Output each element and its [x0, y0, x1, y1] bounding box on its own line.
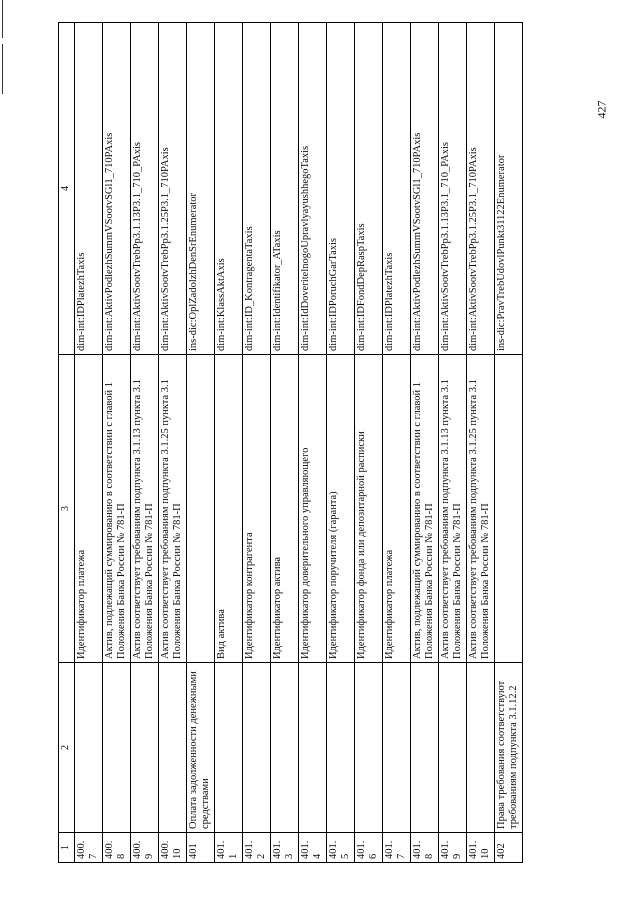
row-number-cell: 401.7 — [382, 833, 410, 863]
row-number-cell: 401 — [186, 833, 214, 863]
table-header-row — [59, 23, 75, 863]
row-description-cell — [494, 355, 522, 663]
row-code-cell: dim-int:AktivSootvTrebPp3.1.25P3.1_710PAxis — [466, 23, 494, 355]
table-row — [354, 23, 382, 863]
table-row — [270, 23, 298, 863]
column-header-2: 2 — [59, 663, 75, 833]
table-row — [186, 23, 214, 863]
row-number-cell: 400.10 — [158, 833, 186, 863]
row-number-cell: 401.8 — [410, 833, 438, 863]
row-name-cell — [410, 663, 438, 833]
rotated-table-container — [58, 23, 558, 863]
row-description-cell: Идентификатор платежа — [74, 355, 102, 663]
row-name-cell — [270, 663, 298, 833]
row-description-cell — [186, 355, 214, 663]
row-description-cell: Актив, подлежащий суммированию в соответствии с главой 1 Положения Банка России № 781-П — [102, 355, 130, 663]
row-number-cell: 400.8 — [102, 833, 130, 863]
row-code-cell: dim-int:KlassAktAxis — [214, 23, 242, 355]
row-number-cell: 400.9 — [130, 833, 158, 863]
table-row — [214, 23, 242, 863]
row-code-cell: dim-int:IDPoruchGarTaxis — [326, 23, 354, 355]
row-name-cell — [354, 663, 382, 833]
column-header-4: 4 — [59, 23, 75, 355]
row-code-cell: dim-int:IDPlatezhTaxis — [382, 23, 410, 355]
column-header-3: 3 — [59, 355, 75, 663]
row-description-cell: Идентификатор фонда или депозитарной расписки — [354, 355, 382, 663]
row-number-cell: 400.7 — [74, 833, 102, 863]
row-code-cell: dim-int:AktivPodlezhSummVSootvSGl1_710PAxis — [410, 23, 438, 355]
row-name-cell — [74, 663, 102, 833]
row-code-cell: dim-int:AktivSootvTrebPp3.1.25P3.1_710PAxis — [158, 23, 186, 355]
row-code-cell: dim-int:AktivPodlezhSummVSootvSGl1_710PAxis — [102, 23, 130, 355]
row-name-cell — [242, 663, 270, 833]
table-row — [438, 23, 466, 863]
page-edge-mark — [2, 44, 3, 94]
row-code-cell: dim-int:AktivSootvTrebPp3.1.13P3.1_710_PAxis — [438, 23, 466, 355]
row-code-cell: ins-dic:PravTrebUdovlPunkt31122Enumerator — [494, 23, 522, 355]
row-name-cell — [326, 663, 354, 833]
table-row — [326, 23, 354, 863]
row-name-cell — [158, 663, 186, 833]
register-table — [58, 22, 523, 863]
row-code-cell: dim-int:Identifikator_ATaxis — [270, 23, 298, 355]
row-description-cell: Актив, подлежащий суммированию в соответствии с главой 1 Положения Банка России № 781-П — [410, 355, 438, 663]
row-name-cell — [438, 663, 466, 833]
row-code-cell: ins-dic:OplZadolzhDenSrEnumerator — [186, 23, 214, 355]
row-name-cell: Права требования соответствуют требованиям подпункта 3.1.12.2 — [494, 663, 522, 833]
row-number-cell: 401.2 — [242, 833, 270, 863]
row-number-cell: 401.5 — [326, 833, 354, 863]
row-code-cell: dim-int:AktivSootvTrebPp3.1.13P3.1_710_PAxis — [130, 23, 158, 355]
row-description-cell: Вид актива — [214, 355, 242, 663]
row-description-cell: Актив соответствует требованиям подпункта 3.1.25 пункта 3.1 Положения Банка России № 781-П — [466, 355, 494, 663]
table-row — [494, 23, 522, 863]
row-number-cell: 401.3 — [270, 833, 298, 863]
row-number-cell: 401.9 — [438, 833, 466, 863]
row-description-cell: Идентификатор актива — [270, 355, 298, 663]
column-header-1: 1 — [59, 833, 75, 863]
row-name-cell: Оплата задолженности денежными средствами — [186, 663, 214, 833]
row-number-cell: 401.6 — [354, 833, 382, 863]
table-row — [242, 23, 270, 863]
row-number-cell: 402 — [494, 833, 522, 863]
table-row — [382, 23, 410, 863]
row-name-cell — [102, 663, 130, 833]
row-code-cell: dim-int:IDFondDepRaspTaxis — [354, 23, 382, 355]
row-name-cell — [130, 663, 158, 833]
table-row — [158, 23, 186, 863]
row-code-cell: dim-int:IdDoveritelnogoUpravlyayushhegoTaxis — [298, 23, 326, 355]
row-description-cell: Идентификатор доверительного управляющего — [298, 355, 326, 663]
table-row — [466, 23, 494, 863]
table-row — [410, 23, 438, 863]
row-description-cell: Идентификатор поручителя (гаранта) — [326, 355, 354, 663]
table-row — [74, 23, 102, 863]
row-code-cell: dim-int:IDPlatezhTaxis — [74, 23, 102, 355]
row-name-cell — [382, 663, 410, 833]
row-number-cell: 401.4 — [298, 833, 326, 863]
row-description-cell: Актив соответствует требованиям подпункта 3.1.13 пункта 3.1 Положения Банка России № 781-П — [438, 355, 466, 663]
row-description-cell: Идентификатор платежа — [382, 355, 410, 663]
row-name-cell — [214, 663, 242, 833]
row-number-cell: 401.10 — [466, 833, 494, 863]
row-description-cell: Актив соответствует требованиям подпункта 3.1.13 пункта 3.1 Положения Банка России № 781-П — [130, 355, 158, 663]
table-row — [130, 23, 158, 863]
row-description-cell: Актив соответствует требованиям подпункта 3.1.25 пункта 3.1 Положения Банка России № 781-П — [158, 355, 186, 663]
row-code-cell: dim-int:ID_KontragentaTaxis — [242, 23, 270, 355]
page-edge-mark — [2, 0, 3, 38]
row-description-cell: Идентификатор контрагента — [242, 355, 270, 663]
row-number-cell: 401.1 — [214, 833, 242, 863]
row-name-cell — [466, 663, 494, 833]
page-number: 427 — [594, 100, 609, 119]
row-name-cell — [298, 663, 326, 833]
table-row — [102, 23, 130, 863]
table-row — [298, 23, 326, 863]
